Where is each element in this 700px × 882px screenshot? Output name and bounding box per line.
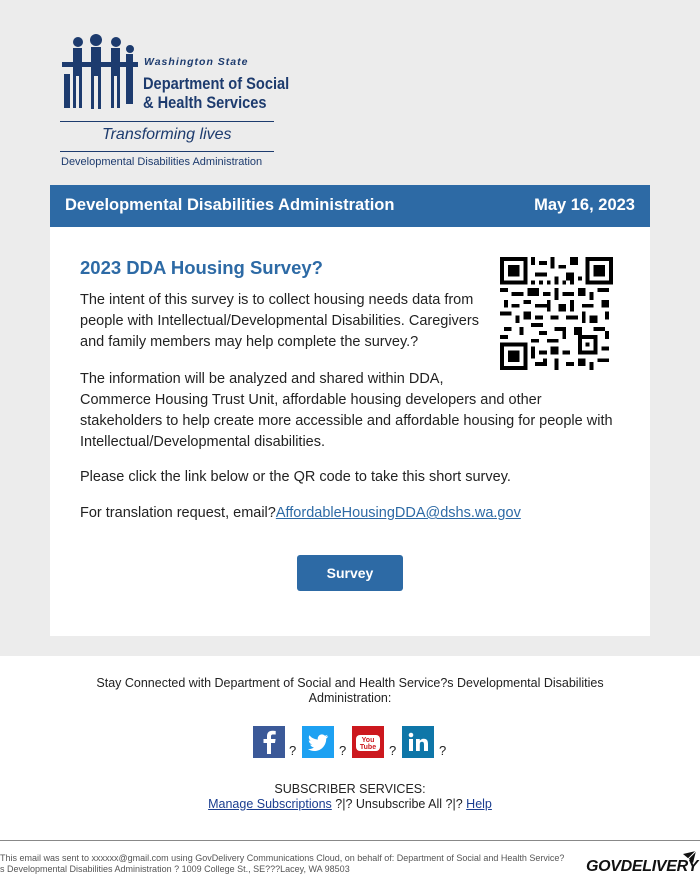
family-figures-icon (60, 34, 140, 112)
social-separator: ? (289, 743, 297, 758)
subscriber-links (0, 797, 700, 812)
translation-email-link[interactable]: AffordableHousingDDA@dshs.wa.gov (275, 505, 521, 521)
header-title: Developmental Disabilities Administration (65, 196, 395, 214)
instruction-paragraph: Please click the link below or the QR code to take this short survey. (80, 469, 511, 485)
logo-department-text (143, 74, 289, 112)
link-separator: ?|? (331, 797, 356, 811)
help-link[interactable]: Help (466, 797, 492, 811)
logo-tagline: Transforming lives (102, 126, 232, 143)
social-links (253, 726, 453, 760)
subscriber-label: SUBSCRIBER SERVICES: (274, 782, 426, 796)
logo-state-text: Washington State (144, 56, 249, 68)
qr-code-icon[interactable] (500, 257, 613, 370)
subscriber-services (0, 782, 700, 812)
svg-text:Tube: Tube (359, 744, 377, 751)
info-paragraph (80, 369, 620, 453)
social-separator: ? (439, 743, 447, 758)
divider (60, 121, 274, 122)
stay-connected-text: Stay Connected with Department of Social and Health Service?s Developmental Disabilities Administration: (96, 676, 604, 705)
translation-paragraph (80, 503, 620, 524)
govdelivery-wordmark: GOVDELIVERY (586, 858, 698, 875)
govdelivery-logo[interactable] (584, 850, 700, 882)
translation-prefix: For translation request, email? (80, 505, 276, 521)
info-paragraph-rest: Commerce Housing Trust Unit, affordable housing developers and other stakeholders to help create more accessible and affordable housing for people with Intellectual/Developmental disabilities. (80, 392, 613, 450)
legal-disclaimer: This email was sent to xxxxxx@gmail.com using GovDelivery Communications Cloud, on behalf of: Department of Social and Health Service?s Developmental Disabilities Administration ? 1009 College St., SE???Lacey, WA 98503 (0, 853, 565, 874)
survey-button[interactable]: Survey (297, 555, 403, 591)
logo-division: Developmental Disabilities Administration (61, 156, 263, 168)
social-separator: ? (339, 743, 347, 758)
logo-dept-line2: & Health Services (143, 93, 267, 112)
svg-text:You: You (361, 737, 375, 744)
info-paragraph-line1: The information will be analyzed and shared within DDA, (80, 371, 444, 387)
twitter-icon[interactable] (302, 726, 334, 758)
divider (0, 840, 700, 841)
intro-paragraph: The intent of this survey is to collect housing needs data from people with Intellectual/Developmental Disabilities. Caregivers and family members may help complete the survey.? (80, 292, 479, 350)
header-date: May 16, 2023 (534, 196, 635, 214)
link-separator: ?|? (442, 797, 467, 811)
divider (60, 151, 274, 152)
header-bar (50, 185, 650, 227)
article-card (50, 227, 650, 636)
logo-dept-line1: Department of Social (143, 74, 290, 93)
linkedin-icon[interactable] (402, 726, 434, 758)
envelope-icon (682, 850, 698, 864)
manage-subscriptions-link[interactable]: Manage Subscriptions (208, 797, 332, 811)
article-headline: 2023 DDA Housing Survey? (80, 257, 323, 278)
facebook-icon[interactable] (253, 726, 285, 758)
unsubscribe-all-link[interactable]: Unsubscribe All (355, 797, 443, 811)
social-separator: ? (389, 743, 397, 758)
dshs-logo[interactable] (60, 34, 290, 174)
youtube-icon[interactable] (352, 726, 384, 758)
